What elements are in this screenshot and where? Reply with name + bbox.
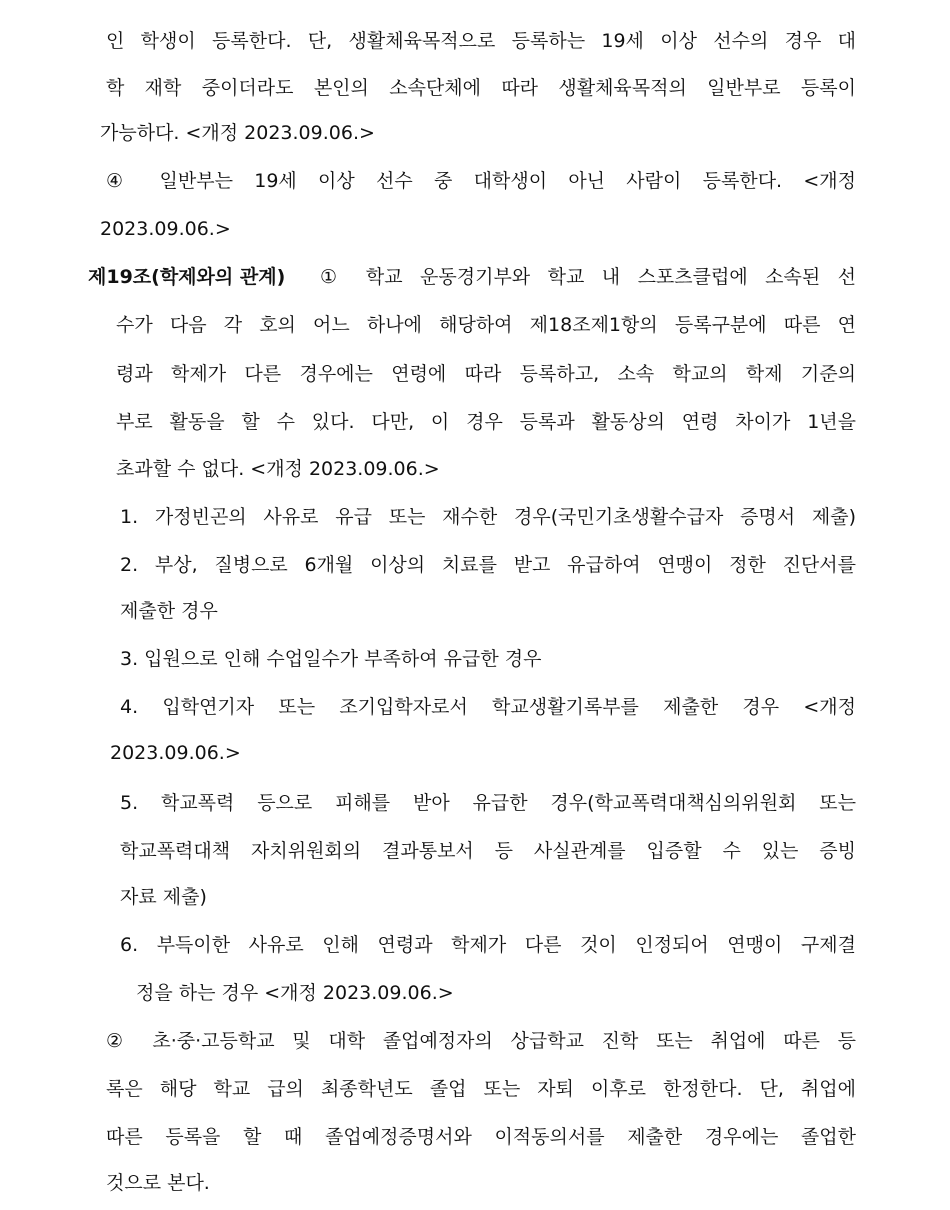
paragraph-4-line: ④ 일반부는 19세 이상 선수 중 대학생이 아닌 사람이 등록한다. <개정 [106,170,856,192]
text-line: 학 재학 중이더라도 본인의 소속단체에 따라 생활체육목적의 일반부로 등록이 [106,77,856,99]
text-line: 초과할 수 없다. <개정 2023.09.06.> [116,458,440,480]
text-line: 것으로 본다. [106,1172,210,1194]
text-line: 수가 다음 각 호의 어느 하나에 해당하여 제18조제1항의 등록구분에 따른 연 [116,314,856,336]
list-item-4: 4. 입학연기자 또는 조기입학자로서 학교생활기록부를 제출한 경우 <개정 [120,696,856,718]
article-19-paragraph-2-line: ② 초·중·고등학교 및 대학 졸업예정자의 상급학교 진학 또는 취업에 따른 등 [106,1030,856,1052]
list-item-5: 5. 학교폭력 등으로 피해를 받아 유급한 경우(학교폭력대책심의위원회 또는 [120,792,856,814]
list-item-2-cont: 제출한 경우 [120,600,218,622]
text-line: 2023.09.06.> [100,218,231,240]
list-item-4-cont: 2023.09.06.> [110,742,241,764]
list-item-5-cont: 학교폭력대책 자치위원회의 결과통보서 등 사실관계를 입증할 수 있는 증빙 [120,840,856,862]
text-line: 따른 등록을 할 때 졸업예정증명서와 이적동의서를 제출한 경우에는 졸업한 [106,1126,856,1148]
list-item-6: 6. 부득이한 사유로 인해 연령과 학제가 다른 것이 인정되어 연맹이 구제결 [120,934,856,956]
article-19-title: 제19조(학제와의 관계) [88,266,286,288]
text-line: 록은 해당 학교 급의 최종학년도 졸업 또는 자퇴 이후로 한정한다. 단, 취업에 [106,1078,856,1100]
text-line: 령과 학제가 다른 경우에는 연령에 따라 등록하고, 소속 학교의 학제 기준의 [116,363,856,385]
text-line: 인 학생이 등록한다. 단, 생활체육목적으로 등록하는 19세 이상 선수의 경우 대 [106,30,856,52]
text-line: 가능하다. <개정 2023.09.06.> [100,122,375,144]
list-item-5-cont: 자료 제출) [120,886,207,908]
list-item-6-cont: 정을 하는 경우 <개정 2023.09.06.> [136,982,454,1004]
article-19-paragraph-1-line: ① 학교 운동경기부와 학교 내 스포츠클럽에 소속된 선 [320,266,856,288]
list-item-3: 3. 입원으로 인해 수업일수가 부족하여 유급한 경우 [120,648,542,670]
text-line: 부로 활동을 할 수 있다. 다만, 이 경우 등록과 활동상의 연령 차이가 1년을 [116,411,856,433]
list-item-1: 1. 가정빈곤의 사유로 유급 또는 재수한 경우(국민기초생활수급자 증명서 제출) [120,506,856,528]
list-item-2: 2. 부상, 질병으로 6개월 이상의 치료를 받고 유급하여 연맹이 정한 진단서를 [120,554,856,576]
